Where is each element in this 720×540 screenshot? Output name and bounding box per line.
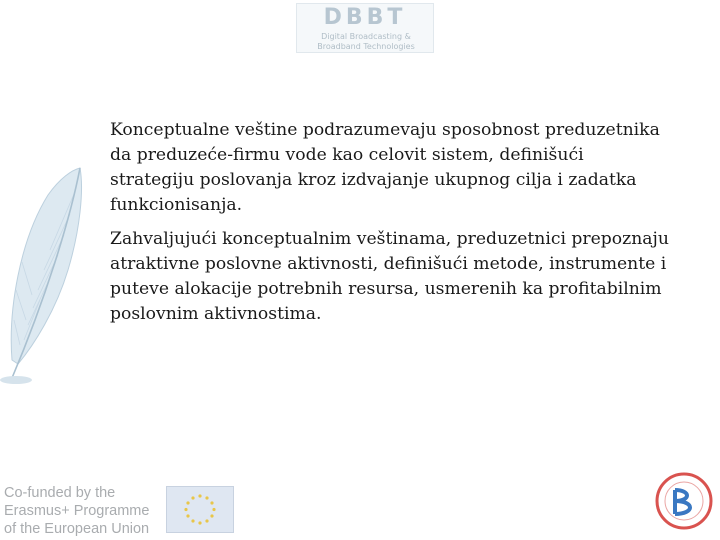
funding-line1: Co-funded by the (4, 485, 116, 501)
logo-word: DBBT (323, 5, 407, 30)
paragraph-conceptual-benefits: Zahvaljujući konceptualnim veštinama, preduzetnici prepoznaju atraktivne poslovne aktivnosti, definišući metode, instrumente i puteve alokacije potrebnih resursa, usmerenih ka profitabilnim poslovnim aktivnostima. (110, 229, 669, 324)
slide-text (110, 118, 670, 336)
feather-icon (0, 150, 120, 390)
eu-flag-icon (166, 486, 234, 533)
paragraph-conceptual-skills: Konceptualne veštine podrazumevaju sposobnost preduzetnika da preduzeće-firmu vode kao celovit sistem, definišući strategiju poslovanja kroz izdvajanje ukupnog cilja i zadatka funkcionisanja. (110, 120, 660, 215)
funding-line3: of the European Union (4, 521, 150, 537)
logo-subtitle-line1: Digital Broadcasting & (321, 32, 411, 41)
logo-subtitle-line2: Broadband Technologies (317, 42, 415, 51)
funding-line2: Erasmus+ Programme (4, 503, 150, 519)
dbbt-logo (296, 3, 434, 53)
seal-icon (655, 472, 713, 530)
funding-statement (4, 484, 164, 538)
